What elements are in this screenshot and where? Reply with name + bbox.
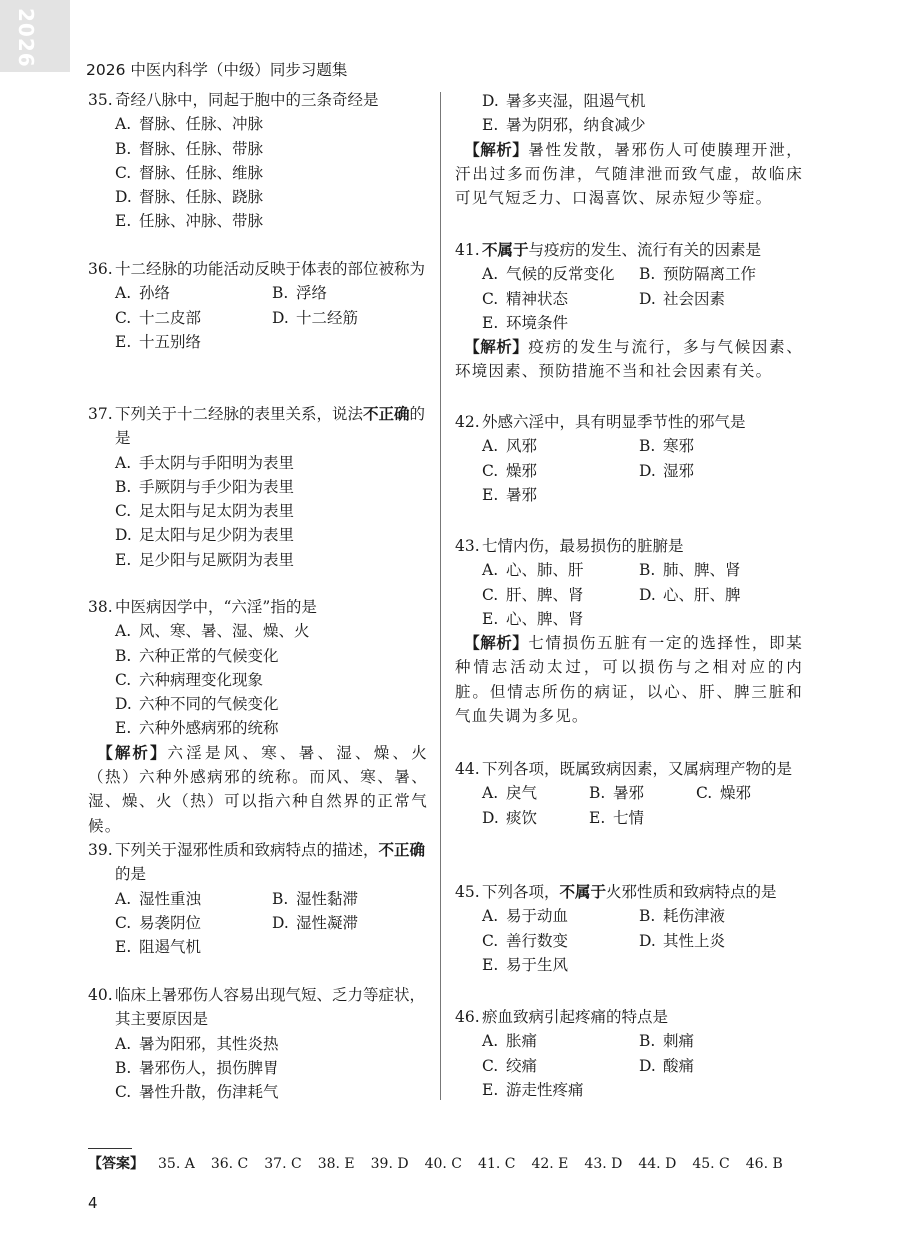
column-divider [440, 92, 441, 1100]
option-letter: D. [639, 931, 656, 950]
question-stem [455, 410, 803, 434]
option-text: 十五别络 [139, 332, 202, 351]
question-stem [455, 534, 803, 558]
answer-item: 45. C [692, 1156, 730, 1172]
option-text: 手厥阴与手少阳为表里 [139, 477, 295, 496]
option-letter: C. [482, 1056, 499, 1075]
question-number: 44. [455, 760, 480, 778]
option-item [482, 1054, 639, 1078]
option-item [115, 668, 428, 692]
option-item [482, 459, 639, 483]
option-letter: D. [639, 1056, 656, 1075]
question-block [88, 257, 428, 354]
option-item [639, 287, 803, 311]
year-tab [0, 0, 70, 72]
option-item [115, 330, 272, 354]
option-letter: D. [115, 695, 132, 714]
question-stem [88, 983, 428, 1032]
option-item [639, 434, 803, 458]
option-text: 六种外感病邪的统称 [139, 719, 279, 738]
answer-item: 39. D [370, 1156, 409, 1172]
option-item [639, 1054, 803, 1078]
option-item [482, 904, 639, 928]
option-letter: B. [115, 139, 132, 158]
option-letter: D. [115, 526, 132, 545]
options-list [482, 781, 803, 830]
option-letter: A. [482, 265, 499, 284]
option-text: 心、肺、肝 [506, 561, 584, 580]
option-letter: C. [115, 163, 132, 182]
option-item [696, 781, 803, 805]
option-item [115, 112, 428, 136]
option-text: 暑邪伤人，损伤脾胃 [139, 1058, 279, 1077]
option-text: 寒邪 [663, 437, 695, 456]
option-item [115, 935, 272, 959]
option-item [115, 451, 428, 475]
option-letter: A. [482, 784, 499, 803]
option-item [482, 89, 803, 113]
option-letter: D. [482, 92, 499, 110]
question-number: 35. [88, 91, 113, 109]
option-letter: A. [482, 1032, 499, 1051]
question-number: 37. [88, 405, 113, 423]
option-item [482, 929, 639, 953]
option-item [639, 262, 803, 286]
option-letter: B. [639, 437, 656, 456]
option-text: 湿性凝滞 [296, 913, 359, 932]
question-stem [88, 88, 428, 112]
option-text: 暑邪 [506, 485, 538, 504]
option-letter: D. [639, 585, 656, 604]
option-item [115, 1032, 428, 1056]
analysis-tag: 【解析】 [464, 140, 529, 159]
option-text: 暑邪 [613, 784, 645, 803]
option-letter: E. [482, 1080, 499, 1099]
option-item [482, 781, 589, 805]
question-block [88, 402, 428, 572]
emphasis-text: 不正确 [378, 841, 426, 859]
options-list [115, 1032, 428, 1105]
option-text: 督脉、任脉、跷脉 [139, 188, 264, 207]
analysis-tag: 【解析】 [97, 743, 168, 762]
options-list [115, 281, 428, 354]
question-text: 外感六淫中，具有明显季节性的邪气是 [482, 413, 746, 431]
option-item [589, 806, 696, 830]
option-letter: B. [639, 1032, 656, 1051]
answer-item: 42. E [531, 1156, 569, 1172]
option-text: 湿性重浊 [139, 889, 202, 908]
option-item [639, 583, 803, 607]
question-text: 下列各项，既属致病因素，又属病理产物的是 [482, 760, 793, 778]
options-list [482, 434, 803, 507]
question-block [455, 89, 803, 210]
option-text: 燥邪 [506, 461, 538, 480]
option-text: 戾气 [506, 784, 538, 803]
option-text: 足少阳与足厥阴为表里 [139, 550, 295, 569]
options-list [482, 1029, 803, 1102]
option-item [115, 619, 428, 643]
option-item [272, 911, 428, 935]
options-list [482, 89, 803, 138]
option-item [115, 185, 428, 209]
option-letter: D. [115, 188, 132, 207]
option-item [482, 1029, 639, 1053]
option-item [115, 1056, 428, 1080]
options-list [482, 904, 803, 977]
option-text: 暑为阴邪，纳食减少 [506, 116, 646, 135]
option-letter: B. [639, 265, 656, 284]
options-list [115, 887, 428, 960]
option-letter: D. [639, 461, 656, 480]
question-number: 45. [455, 883, 480, 901]
option-text: 易袭阴位 [139, 913, 202, 932]
analysis-tag: 【解析】 [464, 338, 529, 357]
option-text: 七情 [613, 808, 645, 827]
option-item [639, 929, 803, 953]
option-item [272, 887, 428, 911]
options-list [115, 619, 428, 740]
answer-item: 36. C [210, 1156, 249, 1172]
option-letter: D. [482, 808, 499, 827]
question-number: 39. [88, 841, 113, 859]
option-text: 暑为阳邪，其性炎热 [139, 1034, 279, 1053]
option-letter: E. [482, 609, 499, 628]
option-letter: C. [115, 502, 132, 521]
option-letter: B. [115, 1058, 132, 1077]
option-item [115, 281, 272, 305]
question-text: 瘀血致病引起疼痛的特点是 [482, 1008, 669, 1026]
option-letter: D. [272, 913, 289, 932]
options-list [482, 558, 803, 631]
option-text: 暑多夹湿，阻遏气机 [506, 92, 646, 110]
answer-item: 43. D [584, 1156, 623, 1172]
option-item [115, 475, 428, 499]
question-stem [455, 757, 803, 781]
option-text: 浮络 [296, 284, 328, 303]
option-letter: A. [482, 561, 499, 580]
option-text: 酸痛 [663, 1056, 695, 1075]
question-text: 十二经脉的功能活动反映于体表的部位被称为 [115, 260, 426, 278]
option-letter: E. [482, 485, 499, 504]
option-item [272, 281, 428, 305]
analysis-paragraph [455, 631, 803, 728]
options-list [482, 262, 803, 335]
option-letter: A. [482, 907, 499, 926]
analysis-paragraph [455, 138, 803, 211]
option-text: 督脉、任脉、带脉 [139, 139, 264, 158]
option-letter: B. [589, 784, 606, 803]
option-letter: B. [115, 646, 132, 665]
emphasis-text: 不属于 [559, 883, 607, 901]
option-text: 刺痛 [663, 1032, 695, 1051]
option-item [115, 209, 428, 233]
option-text: 暑性升散，伤津耗气 [139, 1083, 279, 1102]
option-item [639, 558, 803, 582]
option-letter: A. [115, 1034, 132, 1053]
option-text: 绞痛 [506, 1056, 538, 1075]
option-item [115, 887, 272, 911]
option-text: 精神状态 [506, 289, 569, 308]
option-item [482, 113, 803, 137]
question-text: 下列关于十二经脉的表里关系，说法不正确的是 [115, 405, 426, 448]
option-letter: E. [589, 808, 606, 827]
option-item [482, 806, 589, 830]
options-list [115, 112, 428, 233]
option-letter: B. [115, 477, 132, 496]
option-text: 风、寒、暑、湿、燥、火 [139, 622, 310, 641]
option-text: 六种不同的气候变化 [139, 695, 279, 714]
option-item [115, 692, 428, 716]
option-item [482, 607, 639, 631]
analysis-text: 疫疠的发生与流行，多与气候因素、环境因素、预防措施不当和社会因素有关。 [455, 338, 803, 381]
question-text: 下列各项，不属于火邪性质和致病特点的是 [482, 883, 777, 901]
option-letter: E. [115, 550, 132, 569]
question-number: 42. [455, 413, 480, 431]
question-text: 奇经八脉中，同起于胞中的三条奇经是 [115, 91, 379, 109]
option-text: 十二经筋 [296, 308, 359, 327]
question-block [455, 534, 803, 728]
option-text: 十二皮部 [139, 308, 202, 327]
question-stem [88, 402, 428, 451]
option-letter: B. [639, 561, 656, 580]
question-stem [88, 838, 428, 887]
option-item [482, 434, 639, 458]
option-letter: D. [272, 308, 289, 327]
emphasis-text: 不正确 [363, 405, 410, 423]
option-text: 善行数变 [506, 931, 569, 950]
option-item [272, 306, 428, 330]
option-letter: E. [482, 313, 499, 332]
option-letter: E. [482, 116, 499, 135]
option-item [482, 262, 639, 286]
option-text: 心、脾、肾 [506, 609, 584, 628]
question-text: 不属于与疫疠的发生、流行有关的因素是 [482, 241, 762, 259]
emphasis-text: 不属于 [482, 241, 529, 259]
answer-item: 35. A [158, 1156, 195, 1172]
question-number: 46. [455, 1008, 480, 1026]
answer-key [88, 1153, 799, 1173]
question-text: 中医病因学中，“六淫”指的是 [115, 598, 317, 616]
option-item [639, 1029, 803, 1053]
option-item [115, 548, 428, 572]
answer-item: 40. C [424, 1156, 463, 1172]
option-text: 手太阴与手阳明为表里 [139, 453, 295, 472]
option-text: 孙络 [139, 284, 171, 303]
option-text: 肝、脾、肾 [506, 585, 584, 604]
option-text: 其性上炎 [663, 931, 726, 950]
option-text: 湿邪 [663, 461, 695, 480]
option-item [115, 161, 428, 185]
option-text: 足太阳与足少阴为表里 [139, 526, 295, 545]
question-number: 41. [455, 241, 480, 259]
question-block [88, 88, 428, 234]
option-letter: E. [115, 719, 132, 738]
option-text: 湿性黏滞 [296, 889, 359, 908]
answer-item: 41. C [478, 1156, 516, 1172]
analysis-tag: 【解析】 [464, 634, 529, 653]
option-item [115, 523, 428, 547]
analysis-text: 七情损伤五脏有一定的选择性，即某种情志活动太过，可以损伤与之相对应的内脏。但情志所伤的病证，以心、肝、脾三脏和气血失调为多见。 [455, 634, 803, 726]
question-number: 38. [88, 598, 113, 616]
question-stem [455, 1005, 803, 1029]
option-item [115, 1080, 428, 1104]
option-text: 预防隔离工作 [663, 265, 757, 284]
option-text: 风邪 [506, 437, 538, 456]
option-item [482, 287, 639, 311]
option-text: 易于生风 [506, 955, 569, 974]
option-text: 游走性疼痛 [506, 1080, 584, 1099]
option-letter: A. [115, 889, 132, 908]
option-item [482, 558, 639, 582]
question-number: 43. [455, 537, 480, 555]
option-letter: C. [482, 931, 499, 950]
question-block [455, 410, 803, 507]
options-list [115, 451, 428, 572]
option-letter: E. [115, 212, 132, 231]
option-letter: A. [115, 115, 132, 134]
option-text: 痰饮 [506, 808, 538, 827]
question-number: 36. [88, 260, 113, 278]
option-letter: E. [115, 938, 132, 957]
option-text: 六种病理变化现象 [139, 670, 264, 689]
option-text: 胀痛 [506, 1032, 538, 1051]
option-text: 肺、脾、肾 [663, 561, 741, 580]
option-text: 六种正常的气候变化 [139, 646, 279, 665]
question-stem [88, 595, 428, 619]
option-item [115, 137, 428, 161]
year-tab-label: 2026 [14, 8, 38, 68]
question-stem [455, 880, 803, 904]
option-text: 气候的反常变化 [506, 265, 615, 284]
question-block [88, 595, 428, 838]
option-item [639, 904, 803, 928]
answer-item: 37. C [264, 1156, 302, 1172]
option-text: 阻遏气机 [139, 938, 202, 957]
option-letter: A. [115, 284, 132, 303]
option-letter: C. [482, 585, 499, 604]
option-letter: C. [115, 670, 132, 689]
answer-item: 38. E [317, 1156, 355, 1172]
option-item [482, 583, 639, 607]
option-item [115, 306, 272, 330]
option-letter: A. [115, 453, 132, 472]
answer-item: 44. D [638, 1156, 677, 1172]
option-letter: A. [482, 437, 499, 456]
option-item [482, 1078, 639, 1102]
option-item [639, 459, 803, 483]
analysis-text: 六淫是风、寒、暑、湿、燥、火（热）六种外感病邪的统称。而风、寒、暑、湿、燥、火（热）可以指六种自然界的正常气候。 [88, 743, 428, 835]
option-text: 环境条件 [506, 313, 569, 332]
option-item [482, 483, 639, 507]
question-stem [88, 257, 428, 281]
option-item [115, 911, 272, 935]
running-header-title: 2026 中医内科学（中级）同步习题集 [86, 61, 348, 79]
option-item [115, 644, 428, 668]
question-block [455, 757, 803, 830]
option-letter: D. [639, 289, 656, 308]
analysis-paragraph [88, 741, 428, 838]
question-block [455, 1005, 803, 1102]
option-text: 足太阳与足太阴为表里 [139, 502, 295, 521]
option-text: 督脉、任脉、维脉 [139, 163, 264, 182]
page-number: 4 [88, 1194, 98, 1212]
answer-tag: 【答案】 [88, 1156, 144, 1172]
question-number: 40. [88, 986, 113, 1004]
answer-item: 46. B [745, 1156, 783, 1172]
option-letter: B. [639, 907, 656, 926]
question-text: 七情内伤，最易损伤的脏腑是 [482, 537, 684, 555]
question-text: 临床上暑邪伤人容易出现气短、乏力等症状，其主要原因是 [115, 986, 426, 1029]
option-text: 耗伤津液 [663, 907, 726, 926]
analysis-text: 暑性发散，暑邪伤人可使腠理开泄，汗出过多而伤津，气随津泄而致气虚，故临床可见气短乏力、口渴喜饮、尿赤短少等症。 [455, 140, 803, 208]
option-text: 督脉、任脉、冲脉 [139, 115, 264, 134]
option-letter: A. [115, 622, 132, 641]
option-text: 社会因素 [663, 289, 726, 308]
option-text: 心、肝、脾 [663, 585, 741, 604]
option-item [115, 499, 428, 523]
option-text: 燥邪 [720, 784, 752, 803]
question-block [455, 238, 803, 384]
question-block [88, 838, 428, 959]
option-text: 任脉、冲脉、带脉 [139, 212, 264, 231]
answer-rule [88, 1148, 132, 1149]
option-text: 易于动血 [506, 907, 569, 926]
question-text: 下列关于湿邪性质和致病特点的描述，不正确的是 [115, 841, 426, 884]
option-letter: B. [272, 284, 289, 303]
option-item [115, 716, 428, 740]
question-block [88, 983, 428, 1104]
question-stem [455, 238, 803, 262]
option-letter: C. [115, 913, 132, 932]
option-letter: C. [482, 461, 499, 480]
analysis-paragraph [455, 335, 803, 384]
option-letter: C. [696, 784, 713, 803]
question-block [455, 880, 803, 977]
option-letter: C. [115, 308, 132, 327]
option-item [589, 781, 696, 805]
option-letter: E. [115, 332, 132, 351]
option-item [482, 311, 639, 335]
option-letter: C. [482, 289, 499, 308]
option-letter: C. [115, 1083, 132, 1102]
option-letter: E. [482, 955, 499, 974]
option-letter: B. [272, 889, 289, 908]
option-item [482, 953, 639, 977]
